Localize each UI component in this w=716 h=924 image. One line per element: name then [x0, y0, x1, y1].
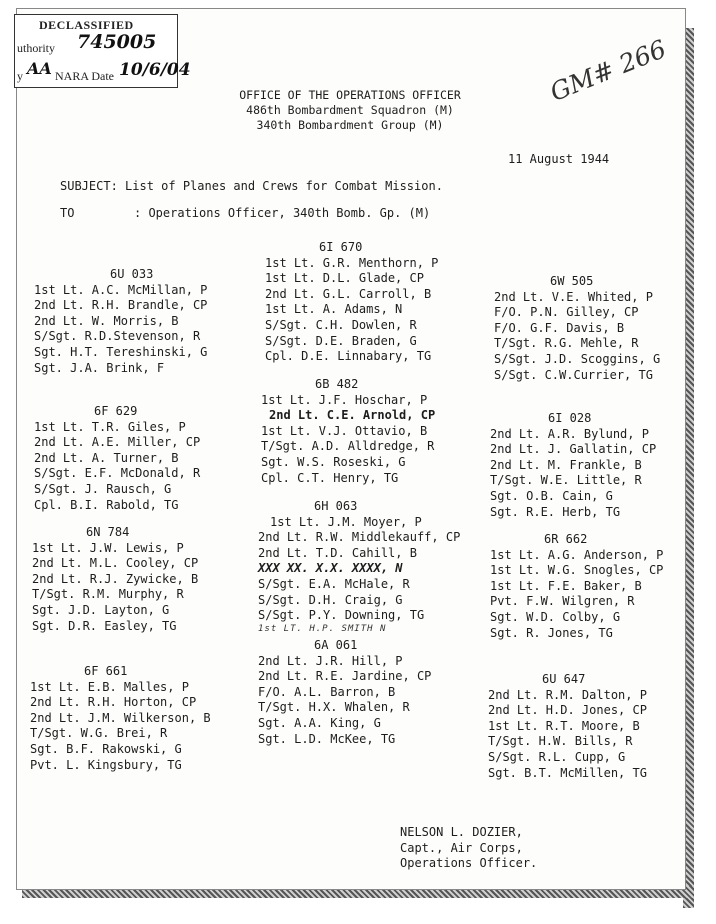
crew-member: F/O. G.F. Davis, B [494, 320, 625, 335]
crew-member: T/Sgt. W.G. Brei, R [30, 726, 168, 741]
crew-member: 1st Lt. J.W. Lewis, P [32, 540, 184, 555]
signature-title: Operations Officer. [400, 856, 538, 871]
stamp-authority-value: 745005 [77, 31, 157, 53]
crew-member: 1st Lt. G.R. Menthorn, P [265, 255, 439, 270]
plane-id: 6H 063 [314, 499, 358, 513]
crew-member: S/Sgt. E.F. McDonald, R [34, 466, 201, 481]
crew-member: T/Sgt. R.M. Murphy, R [32, 587, 184, 602]
crew-member: 2nd Lt. G.L. Carroll, B [265, 286, 432, 301]
crew-member: 2nd Lt. C.E. Arnold, CP [269, 408, 436, 423]
crew-member: Sgt. H.T. Tereshinski, G [34, 344, 208, 359]
crew-member: Sgt. W.S. Roseski, G [261, 454, 406, 469]
crew-member: 2nd Lt. M.L. Cooley, CP [32, 556, 199, 571]
crew-member: Sgt. O.B. Cain, G [490, 488, 613, 503]
crew-member: 2nd Lt. J.R. Hill, P [258, 653, 403, 668]
plane-id: 6W 505 [550, 274, 594, 288]
plane-id: 6I 670 [319, 240, 363, 254]
stamp-by-label: y [17, 69, 23, 83]
crew-member: 2nd Lt. R.M. Dalton, P [488, 687, 647, 702]
crew-member: S/Sgt. P.Y. Downing, TG [258, 608, 425, 623]
crew-member: Sgt. B.T. McMillen, TG [488, 765, 647, 780]
crew-member: S/Sgt. R.L. Cupp, G [488, 749, 626, 764]
crew-6i-028 [490, 411, 656, 520]
plane-id: 6U 033 [110, 267, 154, 281]
subject-line [60, 179, 443, 193]
handwritten-addition: 1st LT. H.P. SMITH N [258, 624, 387, 634]
crew-member: 2nd Lt. R.E. Jardine, CP [258, 669, 432, 684]
crew-member: T/Sgt. R.G. Mehle, R [494, 336, 639, 351]
crew-member: Pvt. F.W. Wilgren, R [490, 594, 635, 609]
signature-block [400, 825, 537, 872]
crew-member: 2nd Lt. R.J. Zywicke, B [32, 571, 199, 586]
crew-member: F/O. P.N. Gilley, CP [494, 305, 639, 320]
to-text: : Operations Officer, 340th Bomb. Gp. (M) [134, 206, 431, 220]
crew-member: Sgt. J.A. Brink, F [34, 360, 165, 375]
plane-id: 6N 784 [86, 525, 130, 539]
crew-member: 2nd Lt. T.D. Cahill, B [258, 545, 417, 560]
crew-member: Sgt. D.R. Easley, TG [32, 618, 177, 633]
crew-member: 2nd Lt. H.D. Jones, CP [488, 703, 647, 718]
crew-member: Sgt. J.D. Layton, G [32, 602, 170, 617]
crew-member: 1st Lt. A. Adams, N [265, 302, 403, 317]
stamp-title: DECLASSIFIED [39, 18, 134, 32]
crew-6w-505 [494, 274, 660, 383]
crew-6n-784 [32, 525, 198, 634]
crew-member: S/Sgt. R.D.Stevenson, R [34, 329, 201, 344]
crew-member: S/Sgt. E.A. McHale, R [258, 576, 410, 591]
crew-member: S/Sgt. D.H. Craig, G [258, 592, 403, 607]
crew-member: Sgt. W.D. Colby, G [490, 609, 621, 624]
crew-member: 1st Lt. E.B. Malles, P [30, 679, 189, 694]
subject-text: List of Planes and Crews for Combat Mission. [125, 179, 443, 193]
crew-6u-033 [34, 267, 207, 376]
crew-member: S/Sgt. J. Rausch, G [34, 481, 172, 496]
crew-6h-063 [258, 499, 460, 624]
crew-member: 2nd Lt. R.W. Middlekauff, CP [258, 530, 461, 545]
header-group: 340th Bombardment Group (M) [256, 118, 444, 132]
crew-member: 2nd Lt. R.H. Brandle, CP [34, 298, 208, 313]
crew-member: 2nd Lt. A.E. Miller, CP [34, 435, 201, 450]
crew-6a-061 [258, 638, 431, 747]
header-squadron: 486th Bombardment Squadron (M) [246, 103, 454, 117]
crew-member-struck: XXX XX. X.X. XXXX, N [258, 561, 403, 576]
plane-id: 6F 629 [94, 404, 138, 418]
crew-member: 1st Lt. J.M. Moyer, P [270, 514, 422, 529]
plane-id: 6R 662 [544, 532, 588, 546]
crew-member: 2nd Lt. A.R. Bylund, P [490, 426, 649, 441]
signature-name: NELSON L. DOZIER, [400, 825, 523, 839]
stamp-authority-label: uthority [17, 41, 55, 55]
crew-member: 1st Lt. T.R. Giles, P [34, 419, 186, 434]
crew-member: S/Sgt. C.W.Currier, TG [494, 367, 653, 382]
crew-member: 1st Lt. A.C. McMillan, P [34, 282, 208, 297]
crew-member: 2nd Lt. J.M. Wilkerson, B [30, 710, 211, 725]
crew-member: 2nd Lt. V.E. Whited, P [494, 289, 653, 304]
handwritten-annotation: GM# 266 [546, 34, 671, 107]
signature-rank: Capt., Air Corps, [400, 840, 523, 855]
plane-id: 6I 028 [548, 411, 592, 425]
crew-6u-647 [488, 672, 647, 781]
crew-member: S/Sgt. C.H. Dowlen, R [265, 317, 417, 332]
crew-member: Sgt. A.A. King, G [258, 715, 381, 730]
crew-member: T/Sgt. A.D. Alldredge, R [261, 439, 435, 454]
crew-member: 2nd Lt. M. Frankle, B [490, 457, 642, 472]
crew-6i-670 [265, 240, 438, 365]
crew-member: 2nd Lt. J. Gallatin, CP [490, 442, 657, 457]
crew-6f-629 [34, 404, 200, 513]
plane-id: 6A 061 [314, 638, 358, 652]
declassified-stamp [14, 14, 191, 88]
crew-member: Sgt. R. Jones, TG [490, 625, 613, 640]
crew-member: T/Sgt. W.E. Little, R [490, 473, 642, 488]
to-label: TO [60, 206, 75, 220]
stamp-date-value: 10/6/04 [119, 60, 191, 80]
crew-member: 1st Lt. R.T. Moore, B [488, 718, 640, 733]
crew-member: 2nd Lt. A. Turner, B [34, 450, 179, 465]
crew-member: 2nd Lt. W. Morris, B [34, 313, 179, 328]
document-date: 11 August 1944 [508, 152, 610, 166]
crew-member: 1st Lt. J.F. Hoschar, P [261, 392, 428, 407]
crew-6b-482 [261, 377, 435, 486]
crew-member: F/O. A.L. Barron, B [258, 684, 396, 699]
to-line [60, 206, 431, 220]
crew-member: Sgt. R.E. Herb, TG [490, 504, 621, 519]
plane-id: 6F 661 [84, 664, 128, 678]
crew-member: 1st Lt. F.E. Baker, B [490, 578, 642, 593]
crew-member: Cpl. B.I. Rabold, TG [34, 497, 179, 512]
crew-member: Sgt. B.F. Rakowski, G [30, 741, 182, 756]
crew-6f-661 [30, 664, 211, 773]
crew-member: T/Sgt. H.W. Bills, R [488, 734, 633, 749]
crew-member: 1st Lt. D.L. Glade, CP [265, 271, 424, 286]
header-office: OFFICE OF THE OPERATIONS OFFICER [239, 88, 461, 102]
crew-member: 1st Lt. V.J. Ottavio, B [261, 423, 428, 438]
crew-member: T/Sgt. H.X. Whalen, R [258, 700, 410, 715]
crew-member: S/Sgt. J.D. Scoggins, G [494, 351, 661, 366]
crew-member: 1st Lt. A.G. Anderson, P [490, 547, 664, 562]
crew-member: 2nd Lt. R.H. Horton, CP [30, 695, 197, 710]
plane-id: 6U 647 [542, 672, 586, 686]
crew-6r-662 [490, 532, 663, 641]
crew-member: 1st Lt. W.G. Snogles, CP [490, 563, 664, 578]
stamp-nara-label: NARA Date [55, 69, 114, 83]
crew-member: Cpl. D.E. Linnabary, TG [265, 349, 432, 364]
crew-member: Pvt. L. Kingsbury, TG [30, 757, 182, 772]
stamp-by-value: AA [27, 59, 52, 78]
crew-member: S/Sgt. D.E. Braden, G [265, 333, 417, 348]
plane-id: 6B 482 [315, 377, 359, 391]
subject-label: SUBJECT: [60, 179, 118, 193]
crew-member: Sgt. L.D. McKee, TG [258, 731, 396, 746]
crew-member: Cpl. C.T. Henry, TG [261, 470, 399, 485]
